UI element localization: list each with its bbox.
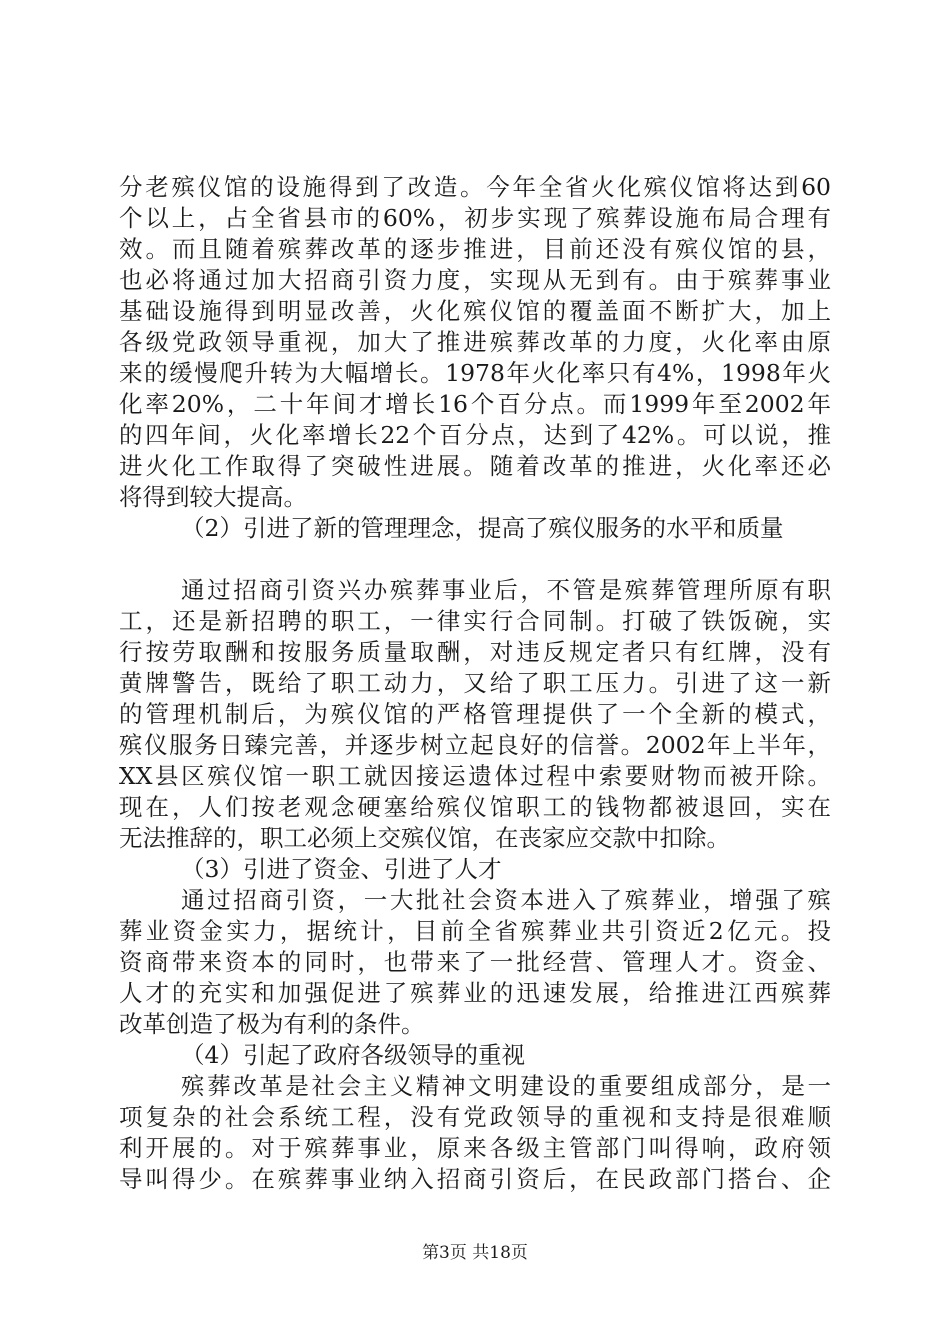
text-line: 的四年间，火化率增长22个百分点，达到了42%。可以说，推 [119,421,831,449]
text-line: 现在，人们按老观念硬塞给殡仪馆职工的钱物都被退回，实在 [119,793,831,821]
text-line: 将得到较大提高。 [119,483,307,511]
text-line: 殡仪服务日臻完善，并逐步树立起良好的信誉。2002年上半年， [119,731,831,759]
text-line: 导叫得少。在殡葬事业纳入招商引资后，在民政部门搭台、企 [119,1165,831,1193]
document-body [119,172,831,1195]
text-line: 改革创造了极为有利的条件。 [119,1010,425,1038]
text-line: 进火化工作取得了突破性进展。随着改革的推进，火化率还必 [119,452,831,480]
text-line: 行按劳取酬和按服务质量取酬，对违反规定者只有红牌，没有 [119,638,831,666]
text-line: 通过招商引资，一大批社会资本进入了殡葬业，增强了殡 [181,886,831,914]
paragraph-1 [119,172,831,513]
text-line: 来的缓慢爬升转为大幅增长。1978年火化率只有4%，1998年火 [119,359,831,387]
text-line: 资商带来资本的同时，也带来了一批经营、管理人才。资金、 [119,948,831,976]
text-line: 化率20%，二十年间才增长16个百分点。而1999年至2002年 [119,390,831,418]
text-line: 效。而且随着殡葬改革的逐步推进，目前还没有殡仪馆的县， [119,235,831,263]
text-line: 人才的充实和加强促进了殡葬业的迅速发展，给推进江西殡葬 [119,979,831,1007]
text-line: 个以上，占全省县市的60%，初步实现了殡葬设施布局合理有 [119,204,831,232]
paragraph-2 [119,575,831,854]
text-line: 也必将通过加大招商引资力度，实现从无到有。由于殡葬事业 [119,266,831,294]
text-line: 无法推辞的，职工必须上交殡仪馆，在丧家应交款中扣除。 [119,824,730,852]
blank-line [119,544,831,575]
section-heading-3: （3）引进了资金、引进了人才 [181,855,502,883]
text-line: 葬业资金实力，据统计，目前全省殡葬业共引资近2亿元。投 [119,917,831,945]
paragraph-4 [119,1071,831,1195]
text-line: 的管理机制后，为殡仪馆的严格管理提供了一个全新的模式， [119,700,831,728]
text-line: 分老殡仪馆的设施得到了改造。今年全省火化殡仪馆将达到60 [119,173,831,201]
text-line: XX县区殡仪馆一职工就因接运遗体过程中索要财物而被开除。 [119,762,831,790]
text-line: 各级党政领导重视，加大了推进殡葬改革的力度，火化率由原 [119,328,831,356]
text-line: 基础设施得到明显改善，火化殡仪馆的覆盖面不断扩大，加上 [119,297,831,325]
page-number-footer: 第3页 共18页 [422,1243,528,1263]
paragraph-3 [119,885,831,1040]
text-line: 利开展的。对于殡葬事业，原来各级主管部门叫得响，政府领 [119,1134,831,1162]
text-line: 黄牌警告，既给了职工动力，又给了职工压力。引进了这一新 [119,669,831,697]
section-heading-2: （2）引进了新的管理理念，提高了殡仪服务的水平和质量 [181,514,784,542]
text-line: 工，还是新招聘的职工，一律实行合同制。打破了铁饭碗，实 [119,607,831,635]
section-heading-4: （4）引起了政府各级领导的重视 [181,1041,525,1069]
text-line: 通过招商引资兴办殡葬事业后，不管是殡葬管理所原有职 [181,576,831,604]
text-line: 项复杂的社会系统工程，没有党政领导的重视和支持是很难顺 [119,1103,831,1131]
text-line: 殡葬改革是社会主义精神文明建设的重要组成部分，是一 [181,1072,831,1100]
